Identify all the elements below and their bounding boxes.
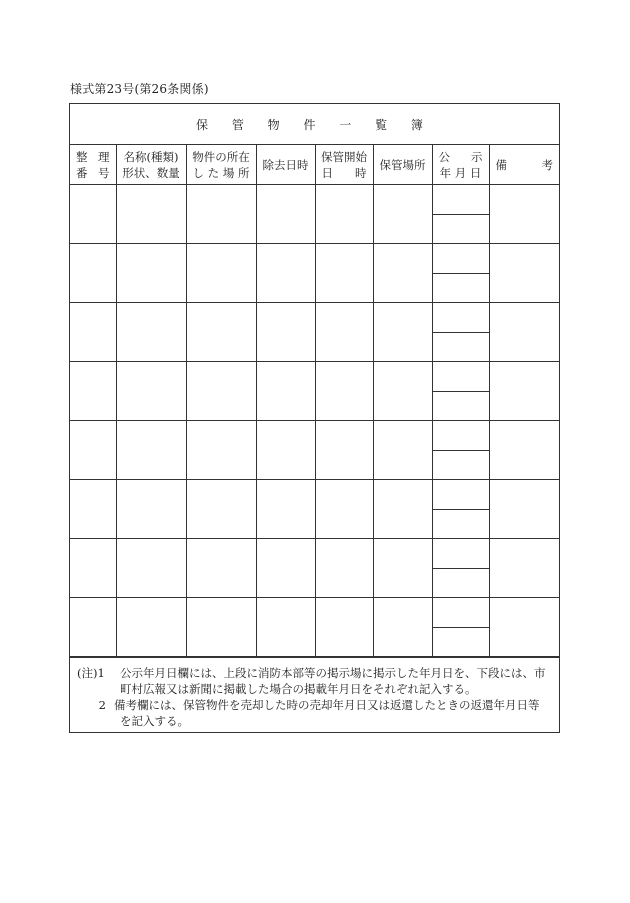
cell-number[interactable] xyxy=(70,362,116,421)
cell-storage-start[interactable] xyxy=(315,539,373,598)
table-row xyxy=(70,598,559,628)
cell-storage-start[interactable] xyxy=(315,185,373,244)
cell-notice-date-upper[interactable] xyxy=(432,598,489,628)
cell-number[interactable] xyxy=(70,185,116,244)
cell-removal-datetime[interactable] xyxy=(256,598,315,657)
table-row xyxy=(70,185,559,215)
cell-storage-place[interactable] xyxy=(373,303,432,362)
cell-notice-date-upper[interactable] xyxy=(432,362,489,392)
table-row xyxy=(70,303,559,333)
cell-removal-datetime[interactable] xyxy=(256,480,315,539)
cell-notice-date-upper[interactable] xyxy=(432,303,489,333)
storage-ledger-form xyxy=(69,103,560,733)
cell-storage-place[interactable] xyxy=(373,598,432,657)
header-number: 整 理 番 号 xyxy=(70,145,116,185)
header-location: 物件の所在 し た 場 所 xyxy=(186,145,256,185)
cell-removal-datetime[interactable] xyxy=(256,303,315,362)
cell-storage-start[interactable] xyxy=(315,362,373,421)
cell-storage-place[interactable] xyxy=(373,480,432,539)
cell-number[interactable] xyxy=(70,303,116,362)
cell-location[interactable] xyxy=(186,421,256,480)
header-storage-place: 保管場所 xyxy=(373,145,432,185)
notes-section xyxy=(70,657,559,729)
form-number-label: 様式第23号(第26条関係) xyxy=(70,82,209,96)
cell-location[interactable] xyxy=(186,303,256,362)
ledger-table xyxy=(70,145,559,657)
cell-notice-date-lower[interactable] xyxy=(432,391,489,421)
table-row xyxy=(70,539,559,569)
cell-name-shape[interactable] xyxy=(116,598,186,657)
cell-notice-date-lower[interactable] xyxy=(432,568,489,598)
cell-name-shape[interactable] xyxy=(116,480,186,539)
cell-notice-date-upper[interactable] xyxy=(432,421,489,451)
cell-number[interactable] xyxy=(70,539,116,598)
cell-remarks[interactable] xyxy=(489,362,559,421)
cell-removal-datetime[interactable] xyxy=(256,244,315,303)
cell-name-shape[interactable] xyxy=(116,421,186,480)
cell-location[interactable] xyxy=(186,362,256,421)
cell-notice-date-upper[interactable] xyxy=(432,539,489,569)
cell-storage-place[interactable] xyxy=(373,185,432,244)
cell-storage-place[interactable] xyxy=(373,421,432,480)
cell-notice-date-lower[interactable] xyxy=(432,214,489,244)
cell-storage-start[interactable] xyxy=(315,598,373,657)
table-row xyxy=(70,480,559,510)
cell-storage-start[interactable] xyxy=(315,244,373,303)
cell-notice-date-lower[interactable] xyxy=(432,273,489,303)
note-2: 2 備考欄には、保管物件を売却した時の売却年月日又は返還したときの返還年月日等 xyxy=(98,698,540,712)
cell-storage-place[interactable] xyxy=(373,244,432,303)
cell-name-shape[interactable] xyxy=(116,362,186,421)
cell-remarks[interactable] xyxy=(489,421,559,480)
cell-remarks[interactable] xyxy=(489,598,559,657)
cell-number[interactable] xyxy=(70,480,116,539)
cell-name-shape[interactable] xyxy=(116,539,186,598)
table-row xyxy=(70,244,559,274)
cell-location[interactable] xyxy=(186,598,256,657)
cell-notice-date-upper[interactable] xyxy=(432,185,489,215)
cell-location[interactable] xyxy=(186,480,256,539)
cell-removal-datetime[interactable] xyxy=(256,421,315,480)
cell-remarks[interactable] xyxy=(489,244,559,303)
note-2-continuation: を記入する。 xyxy=(120,714,189,728)
cell-removal-datetime[interactable] xyxy=(256,539,315,598)
cell-remarks[interactable] xyxy=(489,303,559,362)
table-row xyxy=(70,362,559,392)
header-remarks: 備 考 xyxy=(489,145,559,185)
cell-remarks[interactable] xyxy=(489,185,559,244)
cell-remarks[interactable] xyxy=(489,480,559,539)
header-row xyxy=(70,145,559,185)
cell-notice-date-upper[interactable] xyxy=(432,244,489,274)
cell-name-shape[interactable] xyxy=(116,303,186,362)
cell-storage-start[interactable] xyxy=(315,303,373,362)
header-name-shape: 名称(種類) 形状、数量 xyxy=(116,145,186,185)
cell-removal-datetime[interactable] xyxy=(256,362,315,421)
header-removal-datetime: 除去日時 xyxy=(256,145,315,185)
cell-name-shape[interactable] xyxy=(116,185,186,244)
cell-storage-place[interactable] xyxy=(373,362,432,421)
cell-number[interactable] xyxy=(70,244,116,303)
cell-notice-date-lower[interactable] xyxy=(432,627,489,657)
cell-location[interactable] xyxy=(186,539,256,598)
cell-storage-start[interactable] xyxy=(315,421,373,480)
header-storage-start: 保管開始 日 時 xyxy=(315,145,373,185)
cell-number[interactable] xyxy=(70,598,116,657)
cell-notice-date-lower[interactable] xyxy=(432,509,489,539)
cell-notice-date-upper[interactable] xyxy=(432,480,489,510)
cell-storage-place[interactable] xyxy=(373,539,432,598)
cell-location[interactable] xyxy=(186,244,256,303)
cell-remarks[interactable] xyxy=(489,539,559,598)
note-1: (注)1 公示年月日欄には、上段に消防本部等の掲示場に掲示した年月日を、下段には、市 xyxy=(77,666,546,680)
note-1-continuation: 町村広報又は新聞に掲載した場合の掲載年月日をそれぞれ記入する。 xyxy=(120,682,477,696)
cell-location[interactable] xyxy=(186,185,256,244)
cell-notice-date-lower[interactable] xyxy=(432,450,489,480)
cell-number[interactable] xyxy=(70,421,116,480)
cell-removal-datetime[interactable] xyxy=(256,185,315,244)
table-row xyxy=(70,421,559,451)
ledger-title: 保 管 物 件 一 覧 簿 xyxy=(70,104,559,145)
cell-storage-start[interactable] xyxy=(315,480,373,539)
cell-name-shape[interactable] xyxy=(116,244,186,303)
cell-notice-date-lower[interactable] xyxy=(432,332,489,362)
header-notice-date: 公 示 年 月 日 xyxy=(432,145,489,185)
